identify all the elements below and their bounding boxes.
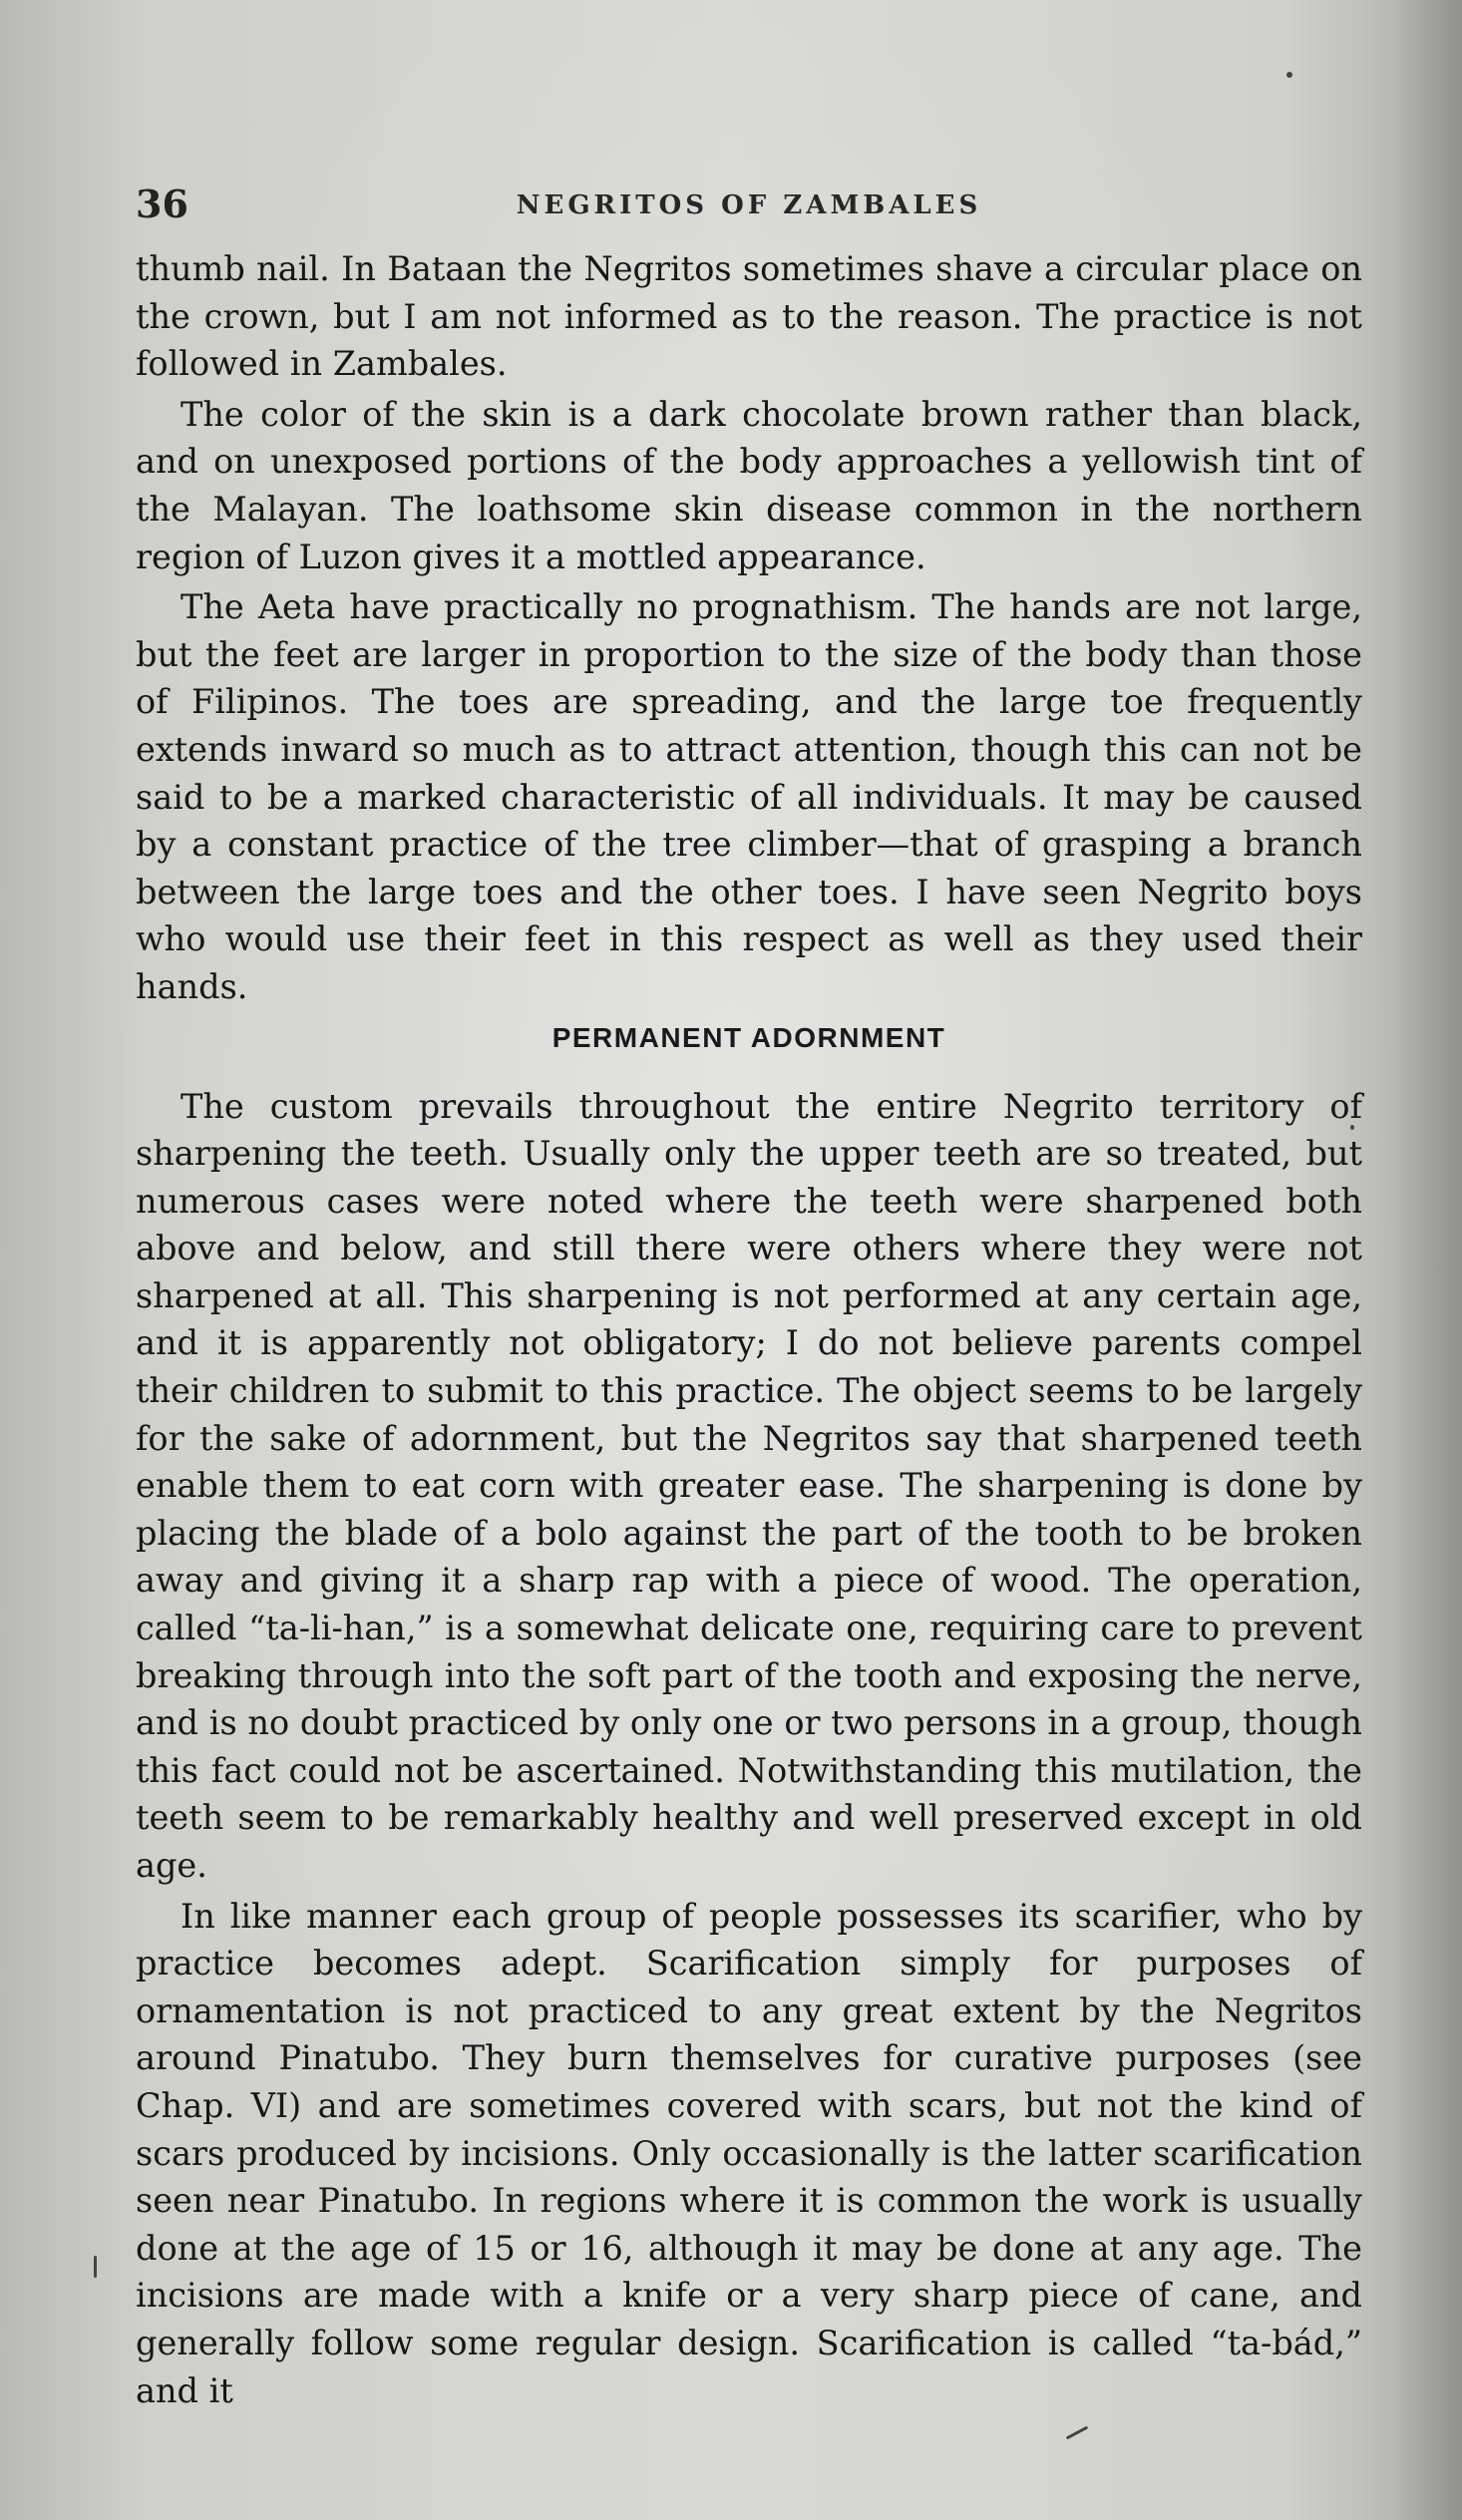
paragraph-skin-color: The color of the skin is a dark chocolate brown rather than black, and on unexposed portions of the body approaches a yellowish tint of the Malayan. The loathsome skin disease common in the northern region of Luzon gives it a mottled appearance.: [136, 394, 1362, 576]
section-heading: PERMANENT ADORNMENT: [551, 1021, 946, 1053]
paragraph-scarification: In like manner each group of people possesses its scarifier, who by practice becomes adept. Scarification simply for purposes of ornamentation is not practiced to any great extent by the Negritos around Pinatubo. They burn themselves for curative purposes (see Chap. VI) and are sometimes covered with scars, but not the kind of scars produced by incisions. Only occasionally is the latter scarification seen near Pinatubo. In regions where it is common the work is usually done at the age of 15 or 16, although it may be done at any age. The incisions are made with a knife or a very sharp piece of cane, and generally follow some regular design. Scarification is called “ta-bád,” and it: [136, 1896, 1362, 2410]
paragraph-thumb-nail: thumb nail. In Bataan the Negritos sometimes shave a circular place on the crown, but I am not informed as to the reason. The practice is not followed in Zambales.: [136, 249, 1362, 384]
paragraph-teeth-sharpening: The custom prevails throughout the entire Negrito territory of sharpening the teeth. Usually only the upper teeth are so treated, but numerous cases were noted where the teeth were sharpened both above and below, and still there were others where they were not sharpened at all. This sharpening is not performed at any certain age, and it is apparently not obligatory; I do not believe parents compel their children to submit to this practice. The object seems to be largely for the sake of adornment, but the Negritos say that sharpened teeth enable them to eat corn with greater ease. The sharpening is done by placing the blade of a bolo against the part of the tooth to be broken away and giving it a sharp rap with a piece of wood. The operation, called “ta-li-han,” is a somewhat delicate one, requiring care to prevent breaking through into the soft part of the tooth and exposing the nerve, and is no doubt practiced by only one or two persons in a group, though this fact could not be ascertained. Notwithstanding this mutilation, the teeth seem to be remarkably healthy and well preserved except in old age.: [136, 1086, 1362, 1885]
page-edge-shadow: [1392, 0, 1462, 2520]
page-number: 36: [136, 181, 188, 226]
scan-speck: [94, 2256, 97, 2278]
scan-speck: [1286, 72, 1292, 78]
paragraph-prognathism: The Aeta have practically no prognathism. The hands are not large, but the feet are larger in proportion to the size of the body than those of Filipinos. The toes are spreading, and the large toe frequently extends inward so much as to attract attention, though this can not be said to be a marked characteristic of all individuals. It may be caused by a constant practice of the tree climber—that of grasping a branch between the large toes and the other toes. I have seen Negrito boys who would use their feet in this respect as well as they used their hands.: [136, 587, 1362, 1006]
scan-speck: [1350, 1125, 1354, 1130]
scan-speck: [1066, 2426, 1089, 2440]
running-title: NEGRITOS OF ZAMBALES: [516, 190, 982, 220]
page-header: [136, 181, 1362, 231]
page-body: [136, 245, 1362, 2414]
